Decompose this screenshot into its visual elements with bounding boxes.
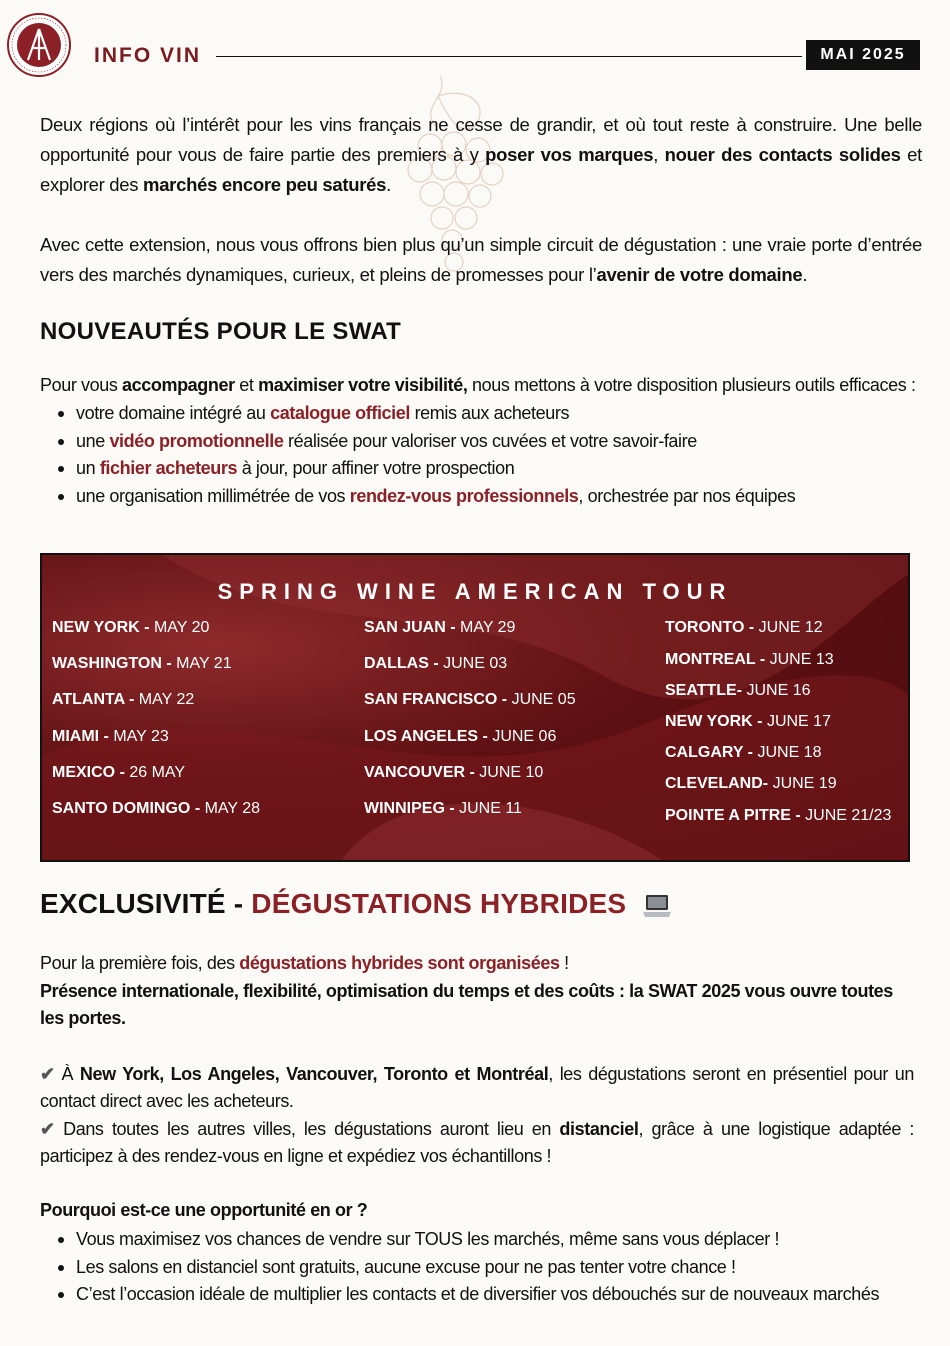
brand-title: INFO VIN [94,44,202,67]
tour-stop: POINTE A PITRE - JUNE 21/23 [665,807,892,824]
intro-paragraph-1: Deux régions où l’intérêt pour les vins français ne cesse de grandir, et où tout reste à construire. Une belle opportunité pour vous de faire partie des premiers à y poser vos marques, nouer des contacts solides et explorer des marchés encore peu saturés. [40,114,923,195]
pourquoi-list [58,1226,879,1309]
tour-stop: NEW YORK - MAY 20 [52,619,210,636]
tour-stop: MONTREAL - JUNE 13 [665,651,834,668]
intro-paragraph-2: Avec cette extension, nous vous offrons bien plus qu’un simple circuit de dégustation : une vraie porte d’entrée vers des marchés dynamiques, curieux, et pleins de promesses pour l’avenir de votre domaine. [40,234,922,285]
tour-stop: WINNIPEG - JUNE 11 [364,800,522,817]
tour-title: SPRING WINE AMERICAN TOUR [217,579,733,604]
list-item: votre domaine intégré au catalogue officiel remis aux acheteurs [58,400,795,428]
association-logo [6,12,72,78]
exclu-line-1: Pour la première fois, des dégustations hybrides sont organisées ! [40,953,569,973]
tour-stop: MIAMI - MAY 23 [52,728,169,745]
tour-stop: DALLAS - JUNE 03 [364,655,508,672]
section-title-exclusivite: EXCLUSIVITÉ - DÉGUSTATIONS HYBRIDES [40,888,672,920]
tour-stop: CLEVELAND- JUNE 19 [665,775,837,792]
list-item: Les salons en distanciel sont gratuits, aucune excuse pour ne pas tenter votre chance ! [58,1254,879,1282]
tour-stop: LOS ANGELES - JUNE 06 [364,728,557,745]
exclu-distanciel-paragraph: ✔ Dans toutes les autres villes, les dégustations auront lieu en distanciel, grâce à une logistique adaptée : participez à des rendez-vous en ligne et expédiez vos échantillons ! [40,1119,914,1166]
issue-date-badge: MAI 2025 [806,40,920,70]
check-icon: ✔ [40,1064,55,1084]
tour-stop: MEXICO - 26 MAY [52,764,186,781]
tour-stop: CALGARY - JUNE 18 [665,744,822,761]
exclu-presentiel-paragraph: ✔ À New York, Los Angeles, Vancouver, Toronto et Montréal, les dégustations seront en présentiel pour un contact direct avec les acheteurs. [40,1064,914,1111]
exclu-line-2: Présence internationale, flexibilité, optimisation du temps et des coûts : la SWAT 2025 vous ouvre toutes les portes. [40,981,893,1028]
pourquoi-title: Pourquoi est-ce une opportunité en or ? [40,1200,368,1220]
tour-stop: SAN FRANCISCO - JUNE 05 [364,691,576,708]
tour-banner [40,553,910,862]
tour-stop: NEW YORK - JUNE 17 [665,713,831,730]
tour-stop: SEATTLE- JUNE 16 [665,682,811,699]
check-icon: ✔ [40,1119,55,1139]
laptop-icon [642,893,672,919]
tour-stop: TORONTO - JUNE 12 [665,619,823,636]
header-divider [216,56,802,57]
nouveautes-lead: Pour vous accompagner et maximiser votre visibilité, nous mettons à votre disposition plusieurs outils efficaces : [40,375,916,395]
list-item: C’est l’occasion idéale de multiplier les contacts et de diversifier vos débouchés sur de nouveaux marchés [58,1281,879,1309]
tour-stop: VANCOUVER - JUNE 10 [364,764,544,781]
tour-stop: SAN JUAN - MAY 29 [364,619,516,636]
tour-stop: SANTO DOMINGO - MAY 28 [52,800,261,817]
list-item: un fichier acheteurs à jour, pour affiner votre prospection [58,455,795,483]
section-title-nouveautes: NOUVEAUTÉS POUR LE SWAT [40,318,402,345]
list-item: Vous maximisez vos chances de vendre sur TOUS les marchés, même sans vous déplacer ! [58,1226,879,1254]
list-item: une organisation millimétrée de vos rendez-vous professionnels, orchestrée par nos équipes [58,483,795,511]
list-item: une vidéo promotionnelle réalisée pour valoriser vos cuvées et votre savoir-faire [58,428,795,456]
tour-stop: WASHINGTON - MAY 21 [52,655,232,672]
tour-stop: ATLANTA - MAY 22 [52,691,195,708]
nouveautes-list [58,400,795,510]
